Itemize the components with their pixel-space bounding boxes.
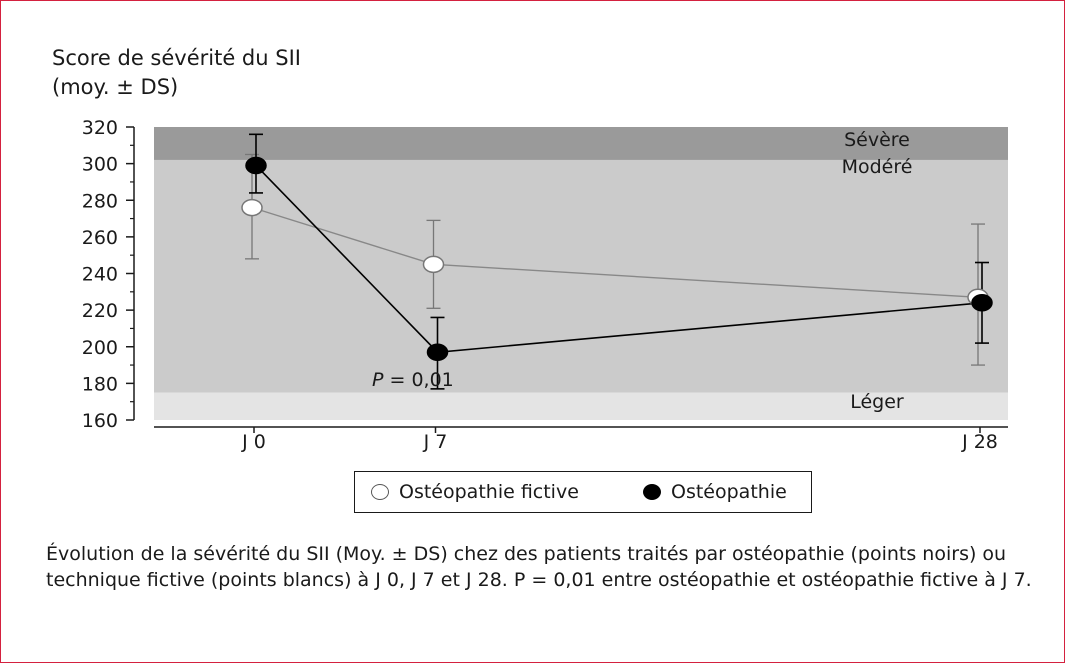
p-value-rest: = 0,01	[383, 369, 454, 391]
y-tick-label-2: 200	[81, 336, 118, 359]
y-tick-label-8: 320	[81, 117, 118, 139]
legend-item-fictive	[371, 481, 579, 503]
legend-marker-fictive	[371, 484, 389, 500]
x-tick-label-0: J 0	[242, 431, 266, 453]
x-tick-label-1: J 7	[423, 431, 448, 453]
legend-label-osteopathie: Ostéopathie	[671, 481, 787, 503]
data-point-1-0	[246, 157, 266, 173]
data-point-1-1	[428, 344, 448, 360]
band-label-1: Modéré	[841, 156, 913, 178]
legend-marker-osteopathie	[643, 484, 661, 500]
data-point-1-2	[972, 295, 992, 311]
y-tick-label-0: 160	[81, 410, 118, 432]
figure-caption: Évolution de la sévérité du SII (Moy. ± DS) chez des patients traités par ostéopathie (points noirs) ou technique fictive (points blancs) à J 0, J 7 et J 28. P = 0,01 entre ostéopathie et ostéopathie fictive à J 7.	[46, 543, 1032, 591]
y-tick-label-6: 280	[81, 190, 118, 213]
band-1	[154, 160, 1008, 393]
legend	[354, 471, 812, 513]
band-label-2: Léger	[850, 391, 904, 413]
y-tick-label-5: 260	[81, 226, 118, 249]
p-value-annotation	[372, 369, 454, 391]
y-tick-label-3: 220	[81, 300, 118, 323]
data-point-0-1	[424, 256, 444, 272]
x-tick-label-2: J 28	[962, 431, 998, 453]
y-tick-label-7: 300	[81, 153, 118, 176]
legend-item-osteopathie	[643, 481, 787, 503]
y-tick-label-1: 180	[81, 373, 118, 396]
p-value-italic: P	[372, 369, 384, 391]
band-label-0: Sévère	[844, 129, 910, 151]
y-axis-title-line-2: (moy. ± DS)	[52, 75, 179, 99]
data-point-0-0	[242, 200, 262, 216]
y-tick-label-4: 240	[81, 263, 118, 286]
y-axis-title-line-1: Score de sévérité du SII	[52, 46, 301, 70]
legend-label-fictive: Ostéopathie fictive	[399, 481, 579, 503]
